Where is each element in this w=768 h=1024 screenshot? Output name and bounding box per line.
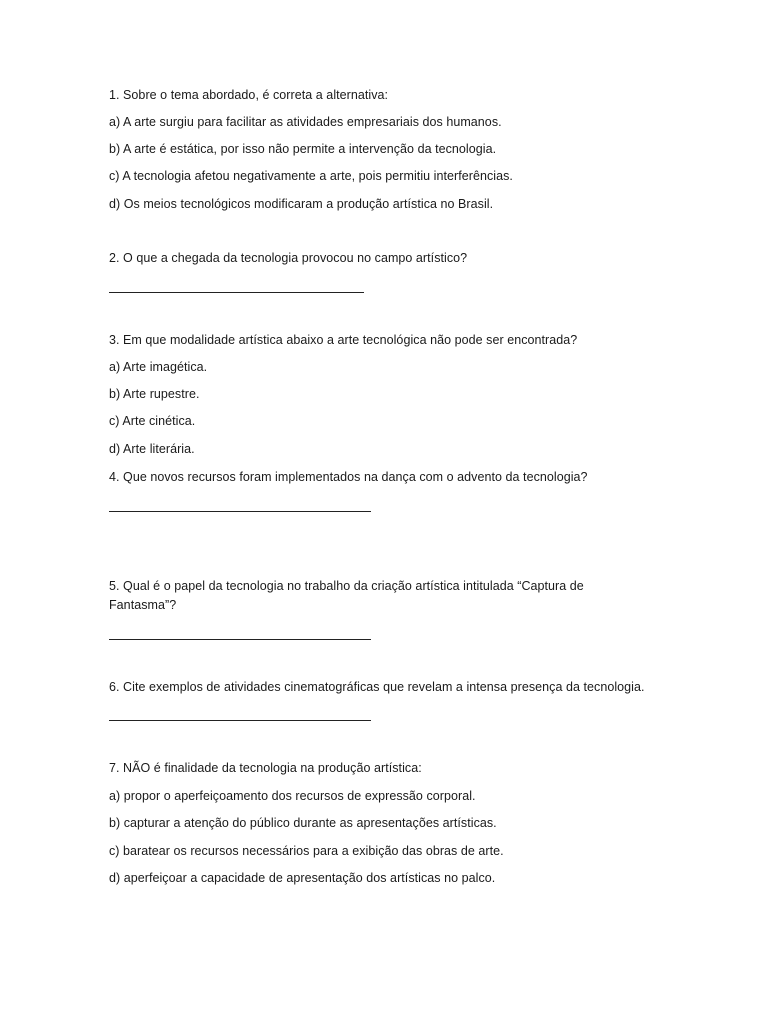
question-7-option-d: d) aperfeiçoar a capacidade de apresentação dos artísticas no palco. — [109, 871, 496, 885]
question-1-option-a: a) A arte surgiu para facilitar as atividades empresariais dos humanos. — [109, 115, 502, 129]
question-3: 3. Em que modalidade artística abaixo a arte tecnológica não pode ser encontrada? — [109, 333, 578, 347]
question-3-option-c: c) Arte cinética. — [109, 414, 196, 428]
question-7: 7. NÃO é finalidade da tecnologia na produção artística: — [109, 761, 422, 775]
question-7-option-a: a) propor o aperfeiçoamento dos recursos de expressão corporal. — [109, 789, 476, 803]
question-5-line-1: 5. Qual é o papel da tecnologia no trabalho da criação artística intitulada “Captura de — [109, 579, 584, 593]
question-3-option-a: a) Arte imagética. — [109, 360, 208, 374]
question-1: 1. Sobre o tema abordado, é correta a alternativa: — [109, 88, 389, 102]
question-5-line-2: Fantasma”? — [109, 598, 177, 612]
question-6: 6. Cite exemplos de atividades cinematográficas que revelam a intensa presença da tecnologia. — [109, 680, 645, 694]
question-3-option-d: d) Arte literária. — [109, 442, 195, 456]
answer-line-4 — [109, 511, 371, 512]
question-2: 2. O que a chegada da tecnologia provocou no campo artístico? — [109, 251, 468, 265]
question-7-option-c: c) baratear os recursos necessários para a exibição das obras de arte. — [109, 844, 504, 858]
answer-line-2 — [109, 292, 364, 293]
answer-line-6 — [109, 720, 371, 721]
question-4: 4. Que novos recursos foram implementados na dança com o advento da tecnologia? — [109, 470, 588, 484]
question-1-option-b: b) A arte é estática, por isso não permite a intervenção da tecnologia. — [109, 142, 497, 156]
answer-line-5 — [109, 639, 371, 640]
question-1-option-c: c) A tecnologia afetou negativamente a arte, pois permitiu interferências. — [109, 169, 513, 183]
question-1-option-d: d) Os meios tecnológicos modificaram a produção artística no Brasil. — [109, 197, 494, 211]
question-7-option-b: b) capturar a atenção do público durante as apresentações artísticas. — [109, 816, 497, 830]
question-3-option-b: b) Arte rupestre. — [109, 387, 200, 401]
